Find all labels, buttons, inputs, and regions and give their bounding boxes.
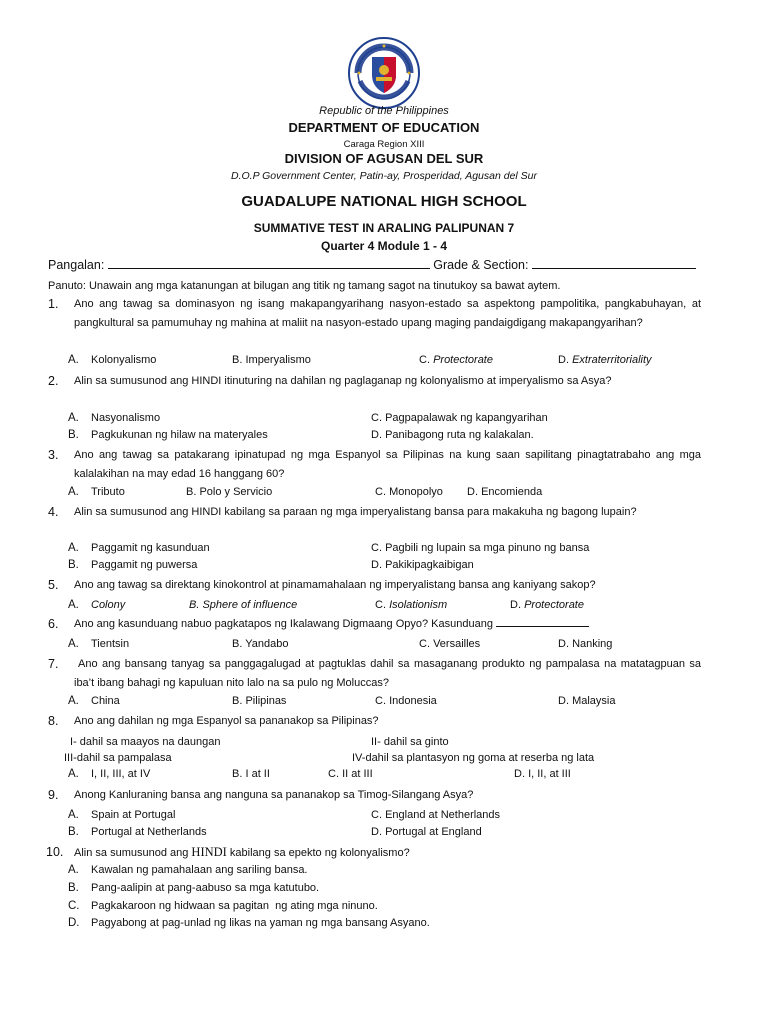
option-item[interactable]: C. Versailles xyxy=(419,638,481,650)
republic-line: Republic of the Philippines xyxy=(319,105,449,117)
question-number: 6. xyxy=(48,617,59,631)
division-title: DIVISION OF AGUSAN DEL SUR xyxy=(284,151,484,166)
question-number: 1. xyxy=(48,297,59,311)
school-name: GUADALUPE NATIONAL HIGH SCHOOL xyxy=(241,193,527,210)
question-5 xyxy=(48,576,701,595)
option-item[interactable]: A. Spain at Portugal xyxy=(68,809,176,821)
question-text: Ano ang kasunduang nabuo pagkatapos ng Ikalawang Digmaang Opyo? Kasunduang xyxy=(74,615,701,634)
option-item[interactable]: B. Polo y Servicio xyxy=(186,486,273,498)
quarter-line: Quarter 4 Module 1 - 4 xyxy=(320,239,448,253)
question-number: 2. xyxy=(48,374,59,388)
question-text: Ano ang tawag sa patakarang ipinatupad ng mga Espanyol sa Pilipinas na kung saan sapilitang pinagtatrabaho ang mga kalalakihan na may edad 16 hanggang 60? xyxy=(74,449,701,480)
grade-section-blank[interactable] xyxy=(532,257,696,269)
option-item[interactable]: A. Kawalan ng pamahalaan ang sariling bansa. xyxy=(68,864,308,876)
department-title: DEPARTMENT OF EDUCATION xyxy=(288,120,480,135)
option-item[interactable]: B. Pang-aalipin at pang-aabuso sa mga katutubo. xyxy=(68,882,320,894)
option-item[interactable]: D. Protectorate xyxy=(510,599,584,611)
statement-item: IV-dahil sa plantasyon ng goma at reserba ng lata xyxy=(352,752,595,764)
option-item[interactable]: D. Malaysia xyxy=(558,695,616,707)
option-item[interactable]: A. Paggamit ng kasunduan xyxy=(68,542,210,554)
question-number: 8. xyxy=(48,714,59,728)
option-item[interactable]: D. Nanking xyxy=(558,638,613,650)
question-6 xyxy=(48,615,701,634)
option-item[interactable]: C. Isolationism xyxy=(375,599,448,611)
question-1 xyxy=(48,295,701,333)
grade-section-label: Grade & Section: xyxy=(433,258,529,272)
question-2 xyxy=(48,372,701,391)
question-text: Alin sa sumusunod ang HINDI kabilang sa epekto ng kolonyalismo? xyxy=(74,845,410,859)
question-number: 5. xyxy=(48,578,59,592)
question-text: Ano ang tawag sa direktang kinokontrol at pinamamahalaan ng imperyalistang bansa ang kaniyang sakop? xyxy=(74,579,596,591)
option-item[interactable]: D. Pagyabong at pag-unlad ng likas na yaman ng mga bansang Asyano. xyxy=(68,917,430,929)
option-item[interactable]: A. Kolonyalismo xyxy=(68,354,157,366)
question-3 xyxy=(48,446,701,484)
statement-item: III-dahil sa pampalasa xyxy=(64,752,172,764)
option-item[interactable]: A. Tientsin xyxy=(68,638,130,650)
option-item[interactable]: C. Indonesia xyxy=(375,695,437,707)
question-7 xyxy=(48,655,701,693)
question-text: Ano ang tawag sa dominasyon ng isang makapangyarihang nasyon-estado sa aspektong pampolitika, pangkabuhayan, at pangkultural sa pamumuhay ng mahina at maliit na nasyon-estado upang maging pandaigdigang makapangyarihan? xyxy=(74,298,701,329)
option-item[interactable]: D. Encomienda xyxy=(467,486,543,498)
emphasis-word: HINDI xyxy=(191,845,227,859)
question-text: Ano ang bansang tanyag sa panggagalugad at pagtuklas dahil sa masaganang produkto ng pampalasa na matatagpuan sa iba’t ibang bahagi ng kapuluan nito lalo na sa pulo ng Moluccas? xyxy=(74,658,701,689)
question-8 xyxy=(48,712,701,731)
question-number: 4. xyxy=(48,505,59,519)
option-item[interactable]: C. England at Netherlands xyxy=(371,809,501,821)
option-item[interactable]: A. Nasyonalismo xyxy=(68,412,161,424)
answer-blank[interactable] xyxy=(496,616,589,627)
name-label: Pangalan: xyxy=(48,258,105,272)
option-item[interactable]: C. Pagkakaroon ng hidwaan sa pagitan ng ating mga ninuno. xyxy=(68,900,378,912)
option-item[interactable]: D. Panibagong ruta ng kalakalan. xyxy=(371,429,534,441)
question-text: Anong Kanluraning bansa ang nanguna sa pananakop sa Timog-Silangang Asya? xyxy=(74,789,474,801)
option-item[interactable]: A. China xyxy=(68,695,120,707)
option-item[interactable]: B. Imperyalismo xyxy=(232,354,311,366)
option-item[interactable]: D. I, II, at III xyxy=(514,768,571,780)
option-item[interactable]: B. Paggamit ng puwersa xyxy=(68,559,198,571)
option-item[interactable]: A. I, II, III, at IV xyxy=(68,768,151,780)
option-item[interactable]: D. Pakikipagkaibigan xyxy=(371,559,474,571)
division-address: D.O.P Government Center, Patin-ay, Prosperidad, Agusan del Sur xyxy=(230,170,537,182)
option-item[interactable]: B. I at II xyxy=(232,768,270,780)
deped-seal-logo xyxy=(348,37,420,109)
option-item[interactable]: D. Extraterritoriality xyxy=(558,354,652,366)
question-9 xyxy=(48,786,701,805)
option-item[interactable]: B. Pilipinas xyxy=(232,695,287,707)
question-text: Ano ang dahilan ng mga Espanyol sa pananakop sa Pilipinas? xyxy=(74,715,379,727)
option-item[interactable]: B. Sphere of influence xyxy=(189,599,298,611)
question-text: Alin sa sumusunod ang HINDI itinuturing na dahilan ng paglaganap ng kolonyalismo at imperyalismo sa Asya? xyxy=(74,375,612,387)
option-item[interactable]: D. Portugal at England xyxy=(371,826,482,838)
name-blank[interactable] xyxy=(108,257,430,269)
option-item[interactable]: C. Monopolyo xyxy=(375,486,443,498)
instructions: Panuto: Unawain ang mga katanungan at bilugan ang titik ng tamang sagot na tinutukoy sa bawat aytem. xyxy=(48,280,561,292)
question-10 xyxy=(48,843,701,863)
student-info-line xyxy=(48,257,696,272)
question-number: 3. xyxy=(48,448,59,462)
option-item[interactable]: B. Portugal at Netherlands xyxy=(68,826,207,838)
question-number: 7. xyxy=(48,657,59,671)
option-item[interactable]: B. Yandabo xyxy=(232,638,289,650)
test-title: SUMMATIVE TEST IN ARALING PALIPUNAN 7 xyxy=(253,221,515,235)
option-item[interactable]: A. Tributo xyxy=(68,486,125,498)
statement-item: II- dahil sa ginto xyxy=(371,736,449,748)
option-item[interactable]: C. Pagbili ng lupain sa mga pinuno ng bansa xyxy=(371,542,590,554)
question-number: 9. xyxy=(48,788,59,802)
question-number: 10. xyxy=(46,845,64,859)
option-item[interactable]: A. Colony xyxy=(68,599,126,611)
question-text: Alin sa sumusunod ang HINDI kabilang sa paraan ng mga imperyalistang bansa para makakuha ng bagong lupain? xyxy=(74,506,637,518)
option-item[interactable]: C. Protectorate xyxy=(419,354,493,366)
option-item[interactable]: C. II at III xyxy=(328,768,373,780)
region-line: Caraga Region XIII xyxy=(343,139,425,150)
statement-item: I- dahil sa maayos na daungan xyxy=(70,736,221,748)
question-4 xyxy=(48,503,701,522)
option-item[interactable]: B. Pagkukunan ng hilaw na materyales xyxy=(68,429,268,441)
option-item[interactable]: C. Pagpapalawak ng kapangyarihan xyxy=(371,412,548,424)
